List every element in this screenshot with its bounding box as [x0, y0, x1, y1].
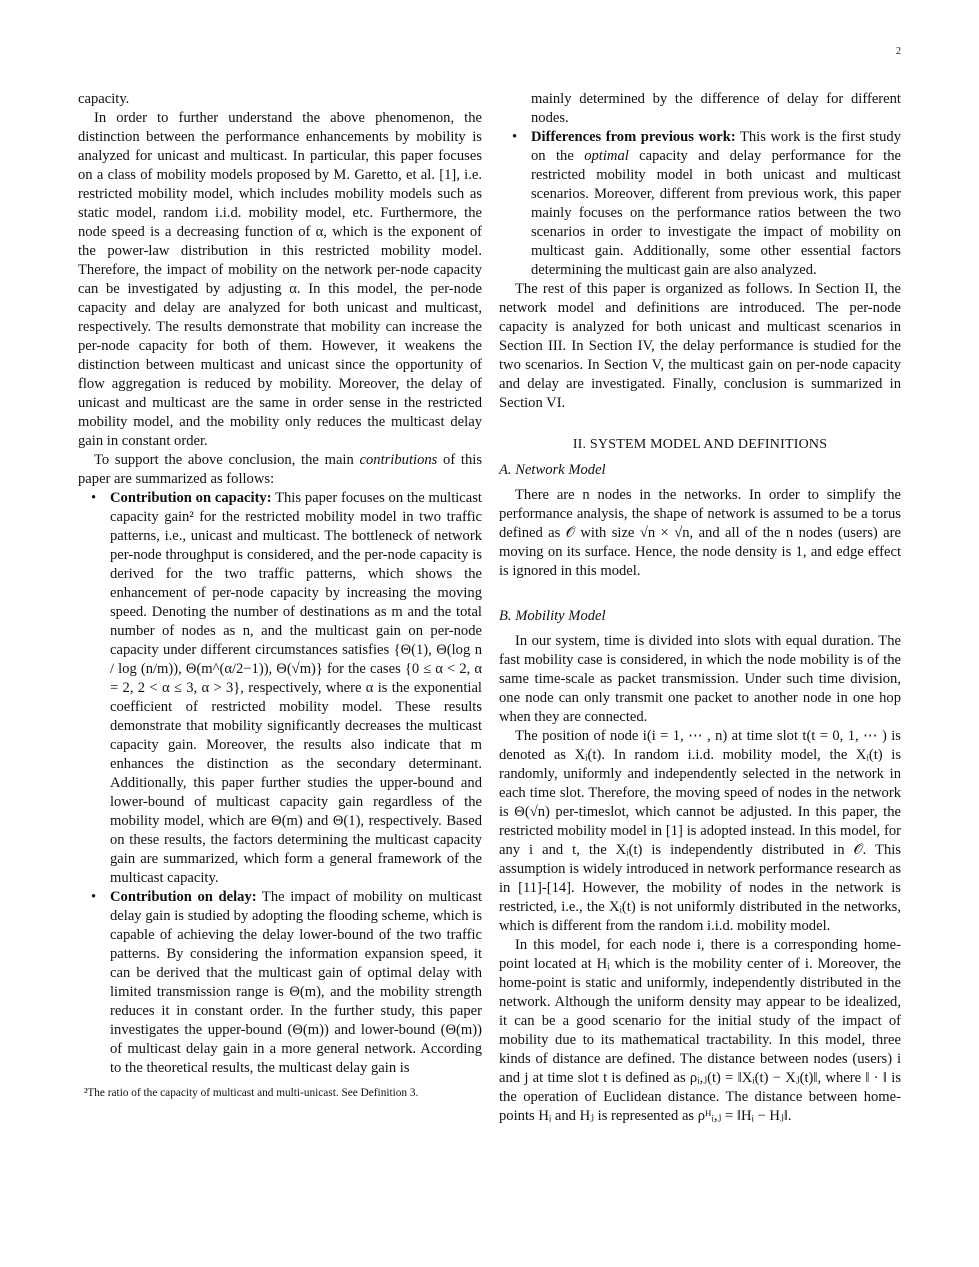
paragraph-node-position: The position of node i(i = 1, ⋯ , n) at time slot t(t = 0, 1, ⋯ ) is denoted as Xᵢ(t). In random i.i.d. mobility model, the Xᵢ(t) is randomly, uniformly and independently selected in the network in each time slot. Therefore, the moving speed of nodes in the network is Θ(√n) per-timeslot, which cannot be adjusted. In this paper, the restricted mobility model in [1] is adopted instead. In this model, for any i and t, the Xᵢ(t) is independently distributed in 𝒪. This assumption is widely introduced in network performance research as in [11]-[14]. However, the mobility of nodes in the network is restricted, i.e., the Xᵢ(t) is not uniformly distributed in the networks, which is different from the random i.i.d. mobility model.: [499, 728, 901, 934]
section-title: II. SYSTEM MODEL AND DEFINITIONS: [572, 437, 828, 452]
list-item-continuation: mainly determined by the difference of delay for different nodes.: [531, 91, 901, 126]
subsection-network-model: A. Network Model: [499, 462, 606, 478]
page-number: 2: [896, 46, 901, 57]
list-item-delay: • Contribution on delay: The impact of mobility on multicast delay gain is studied by adopting the flooding scheme, which is capable of achieving the delay lower-bound of the two traffic patterns. By considering the information expansion speed, it can be derived that the multicast gain of optimal delay with limited transmission range is Θ(m), and the mobility strength reduces it in constant order. In the further study, this paper investigates the upper-bound (Θ(m)) and lower-bound (Θ(m)) of multicast delay gain in a more general network. According to the theoretical results, the multicast delay gain is: [110, 888, 482, 1078]
paragraph-time-slots: In our system, time is divided into slots with equal duration. The fast mobility case is considered, in which the node mobility is of the same time-scale as packet transmission. Under such time division, one node can only transmit one packet to another node in one hop when they are connected.: [499, 633, 901, 725]
left-column: [78, 90, 482, 1100]
paragraph-network-model: There are n nodes in the networks. In order to simplify the performance analysis, the shape of network is assumed to be a torus defined as 𝒪 with size √n × √n, and all of the n nodes (users) are moving on its surface. Hence, the node density is 1, and edge effect is ignored in this model.: [499, 487, 901, 579]
list-item-differences: • Differences from previous work: This work is the first study on the optimal capacity and delay performance for the restricted mobility model in both unicast and multicast scenarios. Moreover, different from previous work, this paper mainly focuses on the performance ratios between the two scenarios in order to investigate the impact of mobility on multicast gain. Additionally, some other essential factors determining the multicast gain are also analyzed.: [531, 128, 901, 280]
paragraph-organization: The rest of this paper is organized as follows. In Section II, the network model and definitions are introduced. The per-node capacity is analyzed for both unicast and multicast scenarios in Section III. In Section IV, the delay performance is studied for the two scenarios. In Section V, the multicast gain on per-node capacity and delay are investigated. Finally, conclusion is summarized in Section VI.: [499, 281, 901, 411]
paragraph-home-point: In this model, for each node i, there is a corresponding home-point located at Hᵢ which is the mobility center of i. Moreover, the home-point is static and uniformly, independently distributed in the network. Although the uniform density may appear to be idealized, it can be a good scenario for the initial study of the impact of mobility due to its mathematical tractability. In this model, three kinds of distance are defined. The distance between nodes (users) i and j at time slot t is defined as ρᵢ,ⱼ(t) = ‖Xᵢ(t) − Xⱼ(t)‖, where ‖ · ‖ is the operation of Euclidean distance. The distance between home-points Hᵢ and Hⱼ is represented as ρᴴᵢ,ⱼ = ‖Hᵢ − Hⱼ‖.: [499, 937, 901, 1124]
paragraph-continuation: capacity.: [78, 91, 130, 107]
subsection-mobility-model: B. Mobility Model: [499, 608, 606, 624]
footnote: ²The ratio of the capacity of multicast and multi-unicast. See Definition 3.: [84, 1087, 419, 1099]
paragraph-phenomenon: In order to further understand the above phenomenon, the distinction between the performance enhancements by mobility is analyzed for unicast and multicast. In particular, this paper focuses on a class of mobility models proposed by M. Garetto, et al. [1], i.e. restricted mobility model, which includes mobility models such as static model, random i.i.d. mobility model, etc. Furthermore, the node speed is a decreasing function of α, which is the exponent of the power-law distribution in this restricted mobility model. Therefore, the impact of mobility on the network per-node capacity can be investigated by adjusting α. In this model, the per-node capacity and delay are analyzed for both unicast and multicast, respectively. The results demonstrate that mobility can increase the per-node capacity for both of them. However, it weakens the distinction between multicast and unicast since the opportunity of flow aggregation is reduced by mobility. Moreover, the delay of unicast and multicast are the same in order sense in the restricted mobility model, and the mobility only reduces the multicast delay gain in constant order.: [78, 110, 482, 449]
contributions-list-continued: [499, 128, 901, 280]
list-item-capacity: • Contribution on capacity: This paper focuses on the multicast capacity gain² for the restricted mobility model in two traffic patterns, i.e., unicast and multicast. The bottleneck of network per-node throughput is considered, and the per-node capacity is derived for the two traffic patterns, which shows the enhancement of per-node capacity by increasing the moving speed. Denoting the number of destinations as m and the total number of nodes as n, and the multicast gain on per-node capacity under different circumstances satisfies {Θ(1), Θ(log n / log (n/m)), Θ(m^(α/2−1)), Θ(√m)} for the cases {0 ≤ α < 2, α = 2, 2 < α ≤ 3, α > 3}, respectively, where α is the exponential coefficient of restricted mobility model. These results demonstrate that mobility significantly decreases the multicast capacity gain. Moreover, the results also indicate that m enhances the distinction as the secondary determinant. Additionally, this paper further studies the upper-bound and lower-bound of multicast capacity gain regardless of the mobility model, which are Θ(m) and Θ(1), respectively. Based on these results, the factors determining the multicast capacity gain are summarized, which form a general framework of the multicast capacity.: [110, 489, 482, 888]
contributions-list: [78, 489, 482, 1078]
right-column: [499, 90, 901, 1126]
paragraph-contributions-intro: To support the above conclusion, the main contributions of this paper are summarized as follows:: [78, 452, 483, 487]
